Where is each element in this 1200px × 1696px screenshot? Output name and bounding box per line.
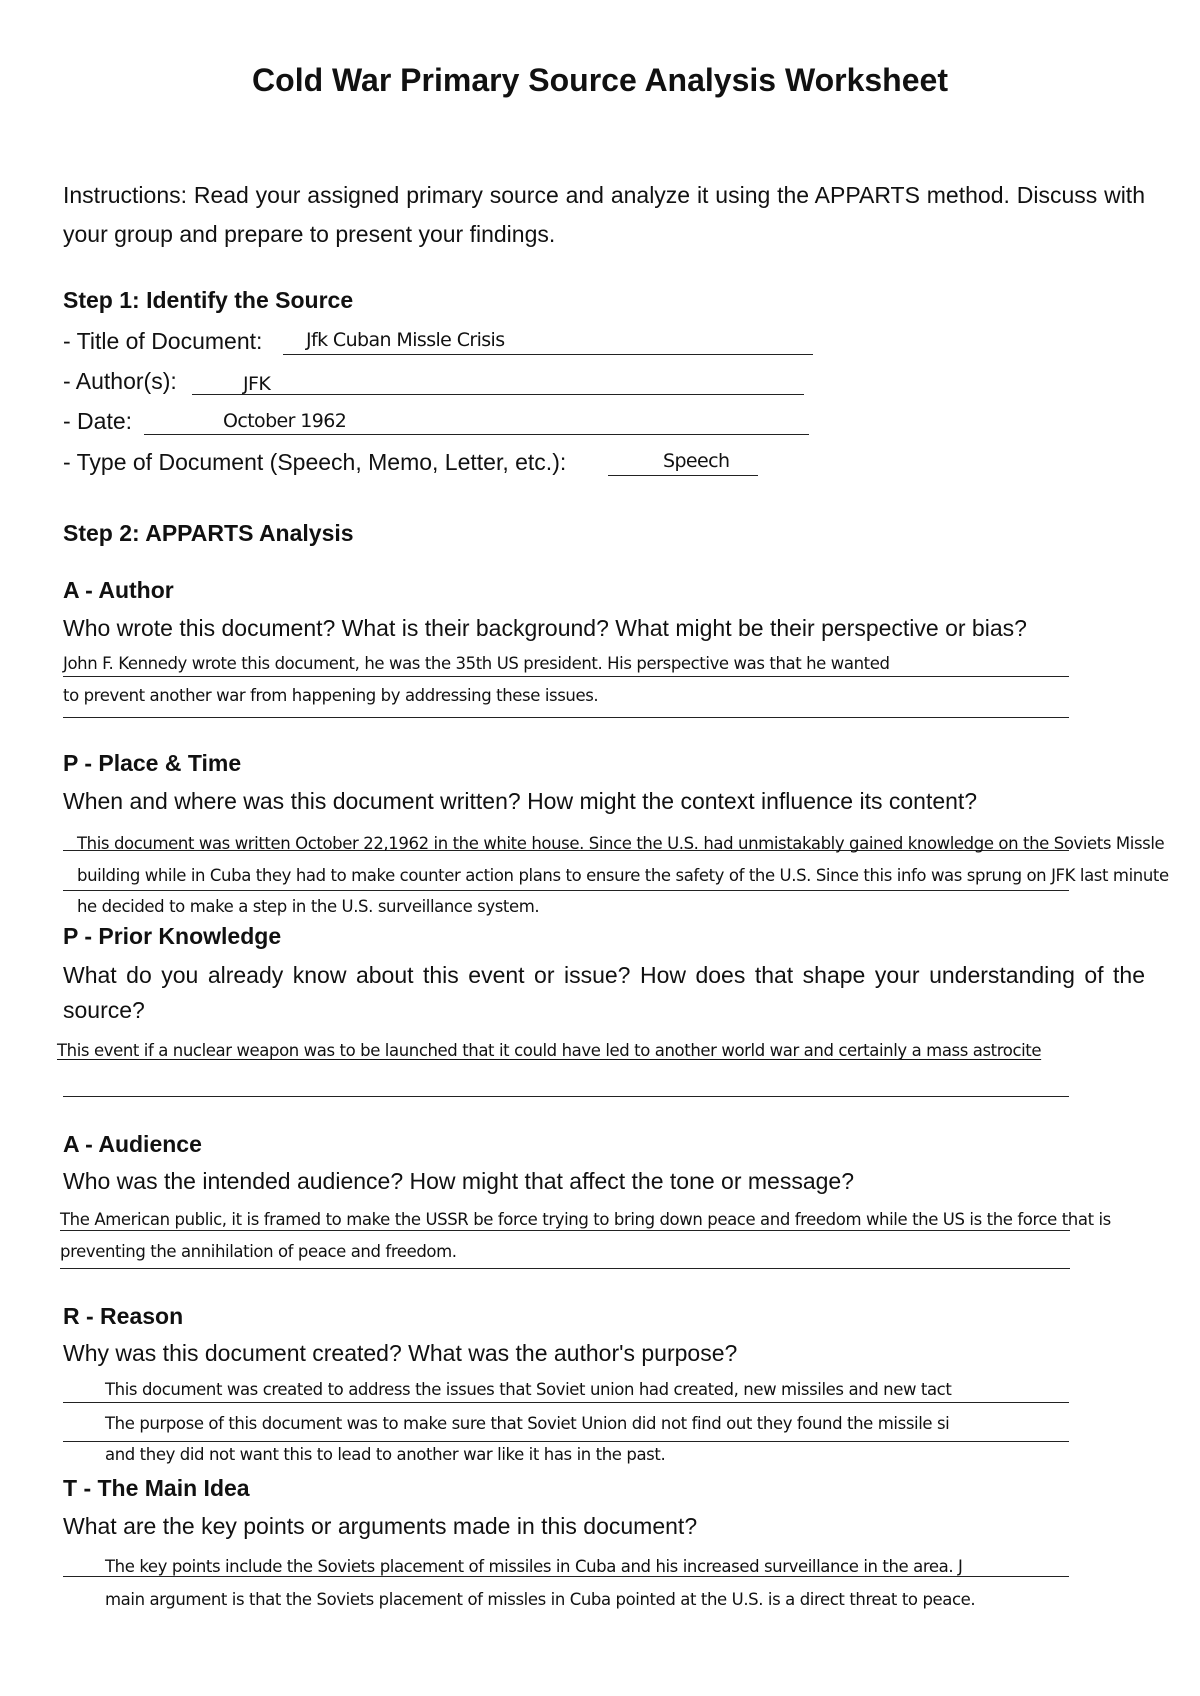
step2-heading: Step 2: APPARTS Analysis xyxy=(63,520,354,546)
page-title: Cold War Primary Source Analysis Worksheet xyxy=(252,62,948,98)
date-underline xyxy=(144,434,809,435)
prior-knowledge-answer-line-1[interactable]: This event if a nuclear weapon was to be launched that it could have led to another world war and certainly a mass astrocite xyxy=(57,1041,1042,1060)
audience-answer-underline-2 xyxy=(60,1268,1070,1269)
audience-question: Who was the intended audience? How might that affect the tone or message? xyxy=(63,1168,855,1194)
title-field[interactable]: Jfk Cuban Missle Crisis xyxy=(306,329,505,351)
author-section-heading: A - Author xyxy=(63,577,174,603)
type-label: - Type of Document (Speech, Memo, Letter, etc.): xyxy=(63,449,567,475)
step1-heading: Step 1: Identify the Source xyxy=(63,287,354,313)
date-field[interactable]: October 1962 xyxy=(223,410,347,432)
author-answer-underline-1 xyxy=(63,676,1069,677)
main-idea-heading: T - The Main Idea xyxy=(63,1475,250,1501)
main-idea-answer-line-1[interactable]: The key points include the Soviets placement of missiles in Cuba and his increased surveillance in the area. J xyxy=(105,1557,963,1576)
audience-heading: A - Audience xyxy=(63,1131,202,1157)
reason-question: Why was this document created? What was the author's purpose? xyxy=(63,1340,738,1366)
audience-answer-line-1[interactable]: The American public, it is framed to make the USSR be force trying to bring down peace and freedom while the US is the force that is xyxy=(60,1210,1111,1229)
reason-answer-line-1[interactable]: This document was created to address the issues that Soviet union had created, new missiles and new tact xyxy=(105,1380,952,1399)
audience-answer-underline-1 xyxy=(60,1230,1070,1231)
author-answer-underline-2 xyxy=(63,717,1069,718)
date-label: - Date: xyxy=(63,408,133,434)
author-field[interactable]: JFK xyxy=(243,373,271,395)
reason-answer-line-3[interactable]: and they did not want this to lead to another war like it has in the past. xyxy=(105,1445,666,1464)
prior-knowledge-question: What do you already know about this event or issue? How does that shape your understanding of the source? xyxy=(63,962,1145,1023)
place-time-underline-2 xyxy=(63,890,1069,891)
place-time-answer-line-2[interactable]: building while in Cuba they had to make counter action plans to ensure the safety of the U.S. Since this info was sprung on JFK last minute xyxy=(77,866,1169,885)
reason-heading: R - Reason xyxy=(63,1303,184,1329)
type-field[interactable]: Speech xyxy=(663,450,730,472)
prior-knowledge-underline xyxy=(63,1096,1069,1097)
main-idea-answer-line-2[interactable]: main argument is that the Soviets placement of missles in Cuba pointed at the U.S. is a direct threat to peace. xyxy=(105,1590,976,1609)
audience-answer-line-2[interactable]: preventing the annihilation of peace and freedom. xyxy=(60,1242,457,1261)
place-time-question: When and where was this document written? How might the context influence its content? xyxy=(63,788,978,814)
place-time-answer-line-3[interactable]: he decided to make a step in the U.S. surveillance system. xyxy=(77,897,540,916)
title-underline xyxy=(283,354,813,355)
main-idea-question: What are the key points or arguments made in this document? xyxy=(63,1513,698,1539)
author-underline xyxy=(192,394,804,395)
instructions-text: Instructions: Read your assigned primary source and analyze it using the APPARTS method. Discuss with your group and prepare to present your findings. xyxy=(63,182,1145,247)
prior-knowledge-heading: P - Prior Knowledge xyxy=(63,923,282,949)
place-time-answer-line-1[interactable]: This document was written October 22,1962 in the white house. Since the U.S. had unmistakably gained knowledge on the Soviets Missle xyxy=(77,834,1165,853)
author-question: Who wrote this document? What is their background? What might be their perspective or bias? xyxy=(63,615,1027,641)
reason-answer-line-2[interactable]: The purpose of this document was to make sure that Soviet Union did not find out they found the missile si xyxy=(105,1414,950,1433)
author-answer-line-2[interactable]: to prevent another war from happening by addressing these issues. xyxy=(63,686,599,705)
author-label: - Author(s): xyxy=(63,368,177,394)
place-time-heading: P - Place & Time xyxy=(63,750,242,776)
reason-answer-underline-2 xyxy=(63,1441,1069,1442)
reason-answer-underline-1 xyxy=(63,1402,1069,1403)
author-answer-line-1[interactable]: John F. Kennedy wrote this document, he was the 35th US president. His perspective was that he wanted xyxy=(63,654,890,673)
title-label: - Title of Document: xyxy=(63,328,263,354)
main-idea-answer-underline-1 xyxy=(63,1576,1069,1577)
type-underline xyxy=(608,475,758,476)
